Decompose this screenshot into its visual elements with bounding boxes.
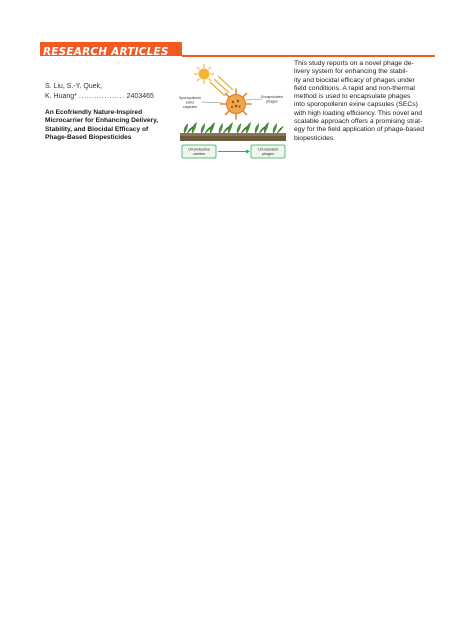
abstract-line: livery system for enhancing the stabil- xyxy=(294,68,408,76)
title-line-3: Stability, and Biocidal Efficacy of xyxy=(45,125,149,133)
arrow-head-icon xyxy=(246,150,250,154)
abstract-line: field conditions. A rapid and non-thermal xyxy=(294,84,415,92)
box-right-line-1: UV-resistant xyxy=(258,147,278,152)
abstract-line: scalable approach offers a promising strat- xyxy=(294,118,423,126)
author-block xyxy=(45,82,175,101)
leader-dots: .................. xyxy=(78,92,125,100)
authors-line-2 xyxy=(45,92,175,102)
abstract-line: with high loading efficiency. This novel and xyxy=(294,109,423,117)
title-line-4: Phage-Based Biopesticides xyxy=(45,134,132,142)
authors-line-1: S. Liu, S.-Y. Quek, xyxy=(45,83,103,90)
capsules-label-1: Sporopollenin xyxy=(179,96,201,100)
page-number: 2403465 xyxy=(126,92,154,100)
crop-field-illustration xyxy=(180,122,286,141)
box-left-line-2: carriers xyxy=(193,152,205,156)
box-left-line-1: UV-protective xyxy=(188,147,210,152)
section-banner-label: RESEARCH ARTICLES xyxy=(43,46,169,58)
title-line-2: Microcarrier for Enhancing Delivery, xyxy=(45,117,159,125)
capsules-label-3: capsules xyxy=(182,105,198,109)
section-rule xyxy=(182,55,435,57)
article-title[interactable] xyxy=(45,109,180,143)
graphical-abstract-figure xyxy=(176,62,290,162)
abstract-line: egy for the field application of phage-based xyxy=(294,126,424,134)
capsules-label-2: exine xyxy=(185,100,195,105)
abstract-line: biopesticides. xyxy=(294,134,336,142)
abstract-text xyxy=(294,60,436,143)
author-name: K. Huang* xyxy=(45,92,77,100)
sun-icon xyxy=(194,64,214,84)
exine-capsule-icon xyxy=(221,89,251,119)
abstract-line: ity and biocidal efficacy of phages under xyxy=(294,76,415,84)
abstract-line: method is used to encapsulate phages xyxy=(294,93,411,101)
abstract-line: into sporopollenin exine capsules (SECs) xyxy=(294,101,418,109)
phages-label-2: phages xyxy=(266,99,278,104)
section-banner xyxy=(40,42,182,56)
uv-ray-arrows xyxy=(210,76,233,96)
title-line-1: An Ecofriendly Nature-Inspired xyxy=(45,109,143,116)
abstract-line: This study reports on a novel phage de- xyxy=(294,60,414,67)
phages-label-1: Encapsulated xyxy=(261,95,283,99)
box-right-line-2: phages xyxy=(262,152,274,156)
